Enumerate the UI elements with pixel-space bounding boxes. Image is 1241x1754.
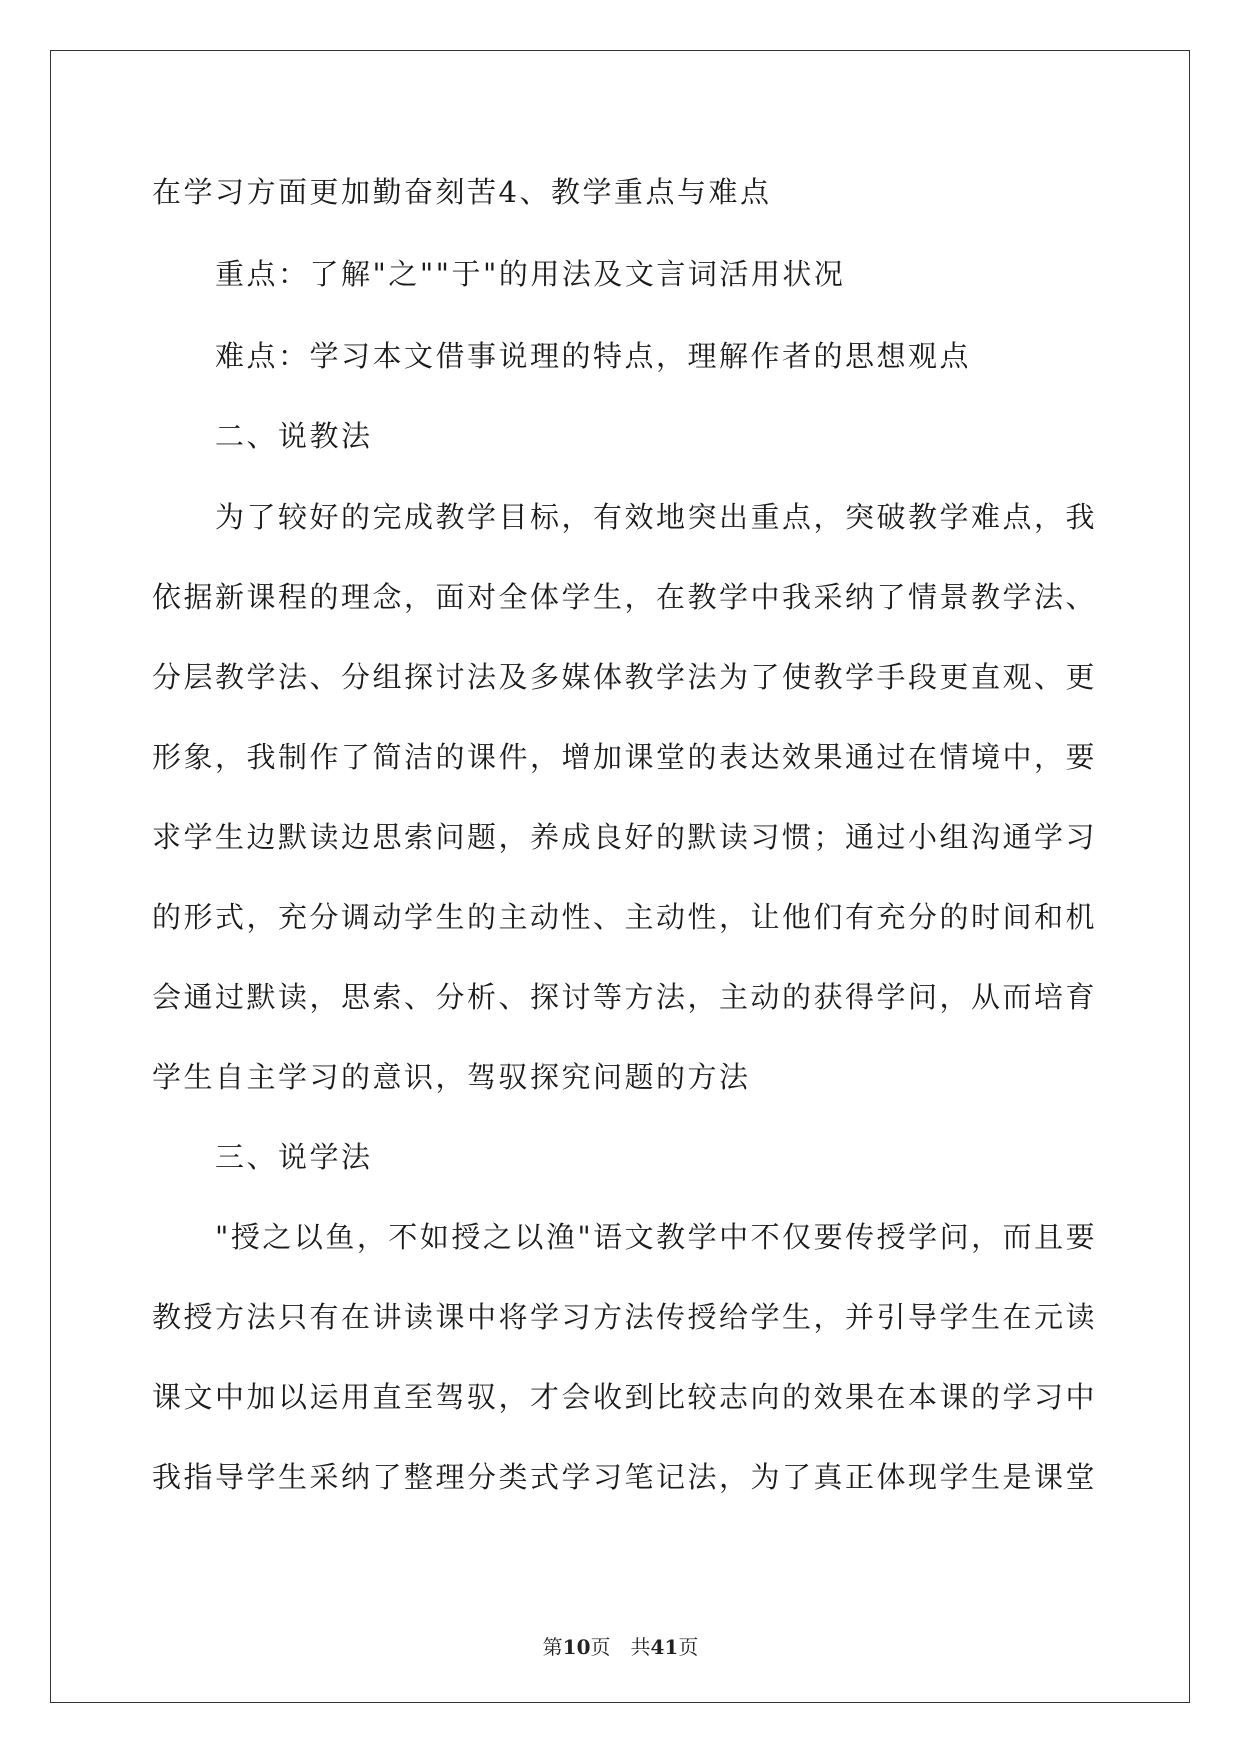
text-line: 学生自主学习的意识，驾驭探究问题的方法 [152, 1060, 751, 1094]
text-line: 会通过默读，思索、分析、探讨等方法，主动的获得学问，从而培育 [152, 980, 1098, 1014]
page-frame [50, 50, 1190, 1703]
section-heading: 三、说学法 [215, 1140, 373, 1174]
total-pages-number: 41 [650, 1635, 679, 1659]
text-line: 教授方法只有在讲读课中将学习方法传授给学生，并引导学生在元读 [152, 1300, 1098, 1334]
footer-prefix: 第 [542, 1635, 563, 1659]
text-line: 依据新课程的理念，面对全体学生，在教学中我采纳了情景教学法、 [152, 580, 1098, 614]
current-page-number: 10 [562, 1635, 591, 1659]
text-line: 我指导学生采纳了整理分类式学习笔记法，为了真正体现学生是课堂 [152, 1460, 1098, 1494]
page-footer [0, 1634, 1241, 1660]
footer-mid: 页 共 [590, 1635, 651, 1659]
footer-suffix: 页 [678, 1635, 699, 1659]
text-line: 课文中加以运用直至驾驭，才会收到比较志向的效果在本课的学习中 [152, 1380, 1098, 1414]
text-line: 分层教学法、分组探讨法及多媒体教学法为了使教学手段更直观、更 [152, 660, 1098, 694]
text-line: 形象，我制作了简洁的课件，增加课堂的表达效果通过在情境中，要 [152, 740, 1098, 774]
text-line: 在学习方面更加勤奋刻苦4、教学重点与难点 [152, 175, 772, 209]
text-line: 难点：学习本文借事说理的特点，理解作者的思想观点 [215, 339, 972, 373]
text-line: 求学生边默读边思索问题，养成良好的默读习惯；通过小组沟通学习 [152, 820, 1098, 854]
text-line: 为了较好的完成教学目标，有效地突出重点，突破教学难点，我 [215, 500, 1098, 534]
text-line: 的形式，充分调动学生的主动性、主动性，让他们有充分的时间和机 [152, 900, 1098, 934]
section-heading: 二、说教法 [215, 419, 373, 453]
text-line: 重点：了解"之""于"的用法及文言词活用状况 [215, 257, 846, 291]
text-line: "授之以鱼，不如授之以渔"语文教学中不仅要传授学问，而且要 [215, 1220, 1098, 1254]
